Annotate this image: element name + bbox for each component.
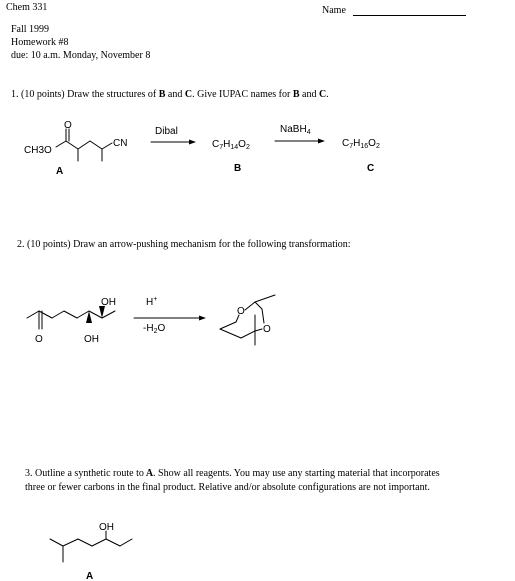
reagent-nabh4: NaBH$_4$ [280, 124, 311, 136]
oh-label: OH [99, 522, 114, 533]
compound-c-label: C [367, 163, 375, 174]
q2-scheme [0, 285, 515, 360]
q3-prompt-line1: 3. Outline a synthetic route to A. Show all reagents. You may use any starting material that incorporates [25, 468, 440, 479]
q3-scheme [0, 515, 200, 581]
carbonyl-o-label: O [64, 120, 72, 131]
compound-a-structure [56, 129, 112, 161]
term-label: Fall 1999 [11, 24, 50, 35]
name-label: Name [322, 5, 346, 16]
q2-prompt: 2. (10 points) Draw an arrow-pushing mechanism for the following transformation: [17, 239, 351, 250]
q1-prompt: 1. (10 points) Draw the structures of B and C. Give IUPAC names for B and C. [11, 89, 329, 100]
bicyclic-acetal-structure [220, 295, 275, 345]
ketone-o-label: O [35, 334, 43, 345]
cn-label: CN [113, 138, 128, 149]
q1-scheme [0, 115, 515, 185]
ring-o-2-label: O [263, 324, 271, 335]
reagent-dibal: Dibal [155, 126, 178, 137]
q3-prompt-line2: three or fewer carbons in the final product. Relative and/or absolute configurations are not important. [25, 482, 430, 493]
course-label: Chem 331 [6, 2, 48, 13]
reagent-minus-h2o: $-H_2O$ [143, 323, 166, 335]
target-alcohol-structure [50, 531, 132, 562]
ch3o-label: CH3O [24, 145, 52, 156]
ring-o-1-label: O [237, 306, 245, 317]
diol-ketone-structure [27, 306, 115, 329]
compound-a-label: A [56, 166, 64, 177]
name-line [353, 15, 466, 16]
target-a-label: A [86, 571, 94, 581]
formula-c: $C_7H_{16}O_2$ [342, 138, 380, 150]
formula-b: $C_7H_{14}O_2$ [212, 139, 250, 151]
due-label: due: 10 a.m. Monday, November 8 [11, 50, 151, 61]
homework-label: Homework #8 [11, 37, 69, 48]
oh-bottom-label: OH [84, 334, 99, 345]
oh-top-label: OH [101, 297, 116, 308]
reagent-h-plus: H+ [146, 296, 158, 308]
compound-b-label: B [234, 163, 242, 174]
